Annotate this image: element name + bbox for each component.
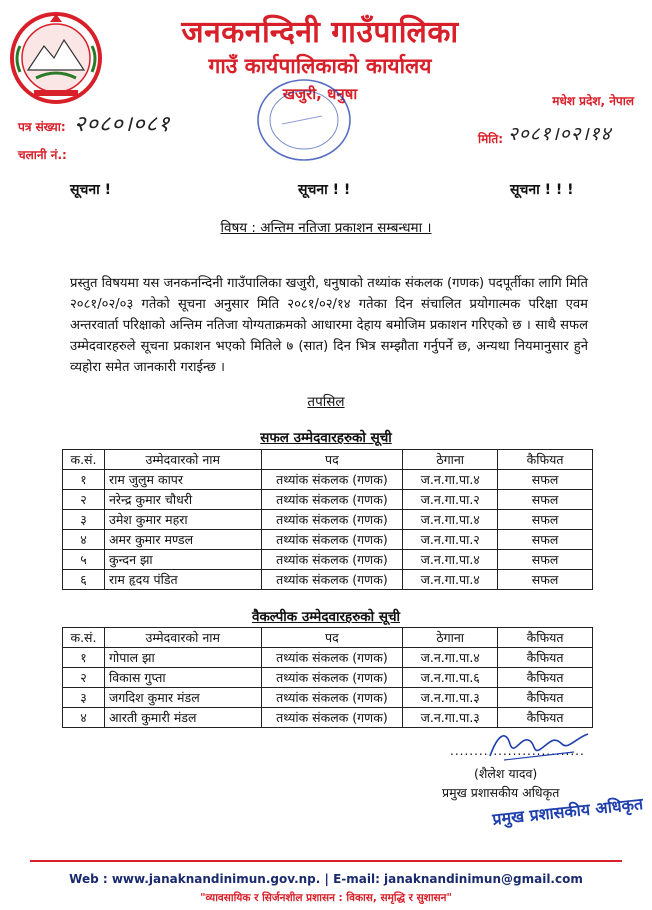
table-row <box>63 570 593 590</box>
header-remarks: कैफियत <box>498 450 593 470</box>
header-name: उम्मेदवारको नाम <box>104 450 261 470</box>
footer-divider <box>30 860 622 862</box>
cell-post: तथ्यांक संकलक (गणक) <box>261 470 403 490</box>
cell-remarks: सफल <box>498 490 593 510</box>
subject-text: विषय : अन्तिम नतिजा प्रकाशन सम्बन्धमा । <box>220 220 432 236</box>
cell-remarks: सफल <box>498 470 593 490</box>
successful-list-title: सफल उम्मेदवारहरुको सूची <box>260 430 392 446</box>
table-row <box>63 490 593 510</box>
cell-address: ज.न.गा.पा.४ <box>403 648 498 668</box>
header-serial: क.सं. <box>63 450 105 470</box>
signatory-name: (शैलेश यादव) <box>474 766 538 781</box>
cell-post: तथ्यांक संकलक (गणक) <box>261 668 403 688</box>
table-row <box>63 668 593 688</box>
alternate-list-title: वैकल्पीक उम्मेदवारहरुको सूची <box>251 609 401 625</box>
chalani-number-label: चलानी नं.: <box>18 148 67 162</box>
notice-heading-3: सूचना ! ! ! <box>510 182 574 198</box>
signature-line: ............................ <box>450 744 585 758</box>
cell-name: आरती कुमारी मंडल <box>104 708 261 728</box>
cell-remarks: सफल <box>498 550 593 570</box>
cell-name: अमर कुमार मण्डल <box>104 530 261 550</box>
tapasil-heading: तपसिल <box>307 394 345 410</box>
cell-name: नरेन्द्र कुमार चौधरी <box>104 490 261 510</box>
handwritten-signature-icon <box>484 726 594 766</box>
cell-address: ज.न.गा.पा.२ <box>403 530 498 550</box>
footer-motto: "व्यावसायिक र सिर्जनशील प्रशासन : विकास, समृद्धि र सुशासन" <box>200 892 452 904</box>
cell-serial: २ <box>63 668 105 688</box>
cell-serial: ६ <box>63 570 105 590</box>
cell-address: ज.न.गा.पा.४ <box>403 470 498 490</box>
cell-name: गोपाल झा <box>104 648 261 668</box>
header-remarks: कैफियत <box>498 628 593 648</box>
ref-number-value: २०८०।०८१ <box>74 112 171 137</box>
cell-name: विकास गुप्ता <box>104 668 261 688</box>
signatory-stamp: प्रमुख प्रशासकीय अधिकृत <box>491 794 644 829</box>
cell-address: ज.न.गा.पा.४ <box>403 570 498 590</box>
cell-serial: ४ <box>63 530 105 550</box>
cell-post: तथ्यांक संकलक (गणक) <box>261 530 403 550</box>
cell-remarks: सफल <box>498 570 593 590</box>
table-row <box>63 550 593 570</box>
cell-name: जगदिश कुमार मंडल <box>104 688 261 708</box>
cell-remarks: सफल <box>498 510 593 530</box>
cell-name: राम हृदय पंडित <box>104 570 261 590</box>
cell-address: ज.न.गा.पा.३ <box>403 688 498 708</box>
notice-heading-1: सूचना ! <box>70 182 112 198</box>
cell-serial: ४ <box>63 708 105 728</box>
office-subtitle: गाउँ कार्यपालिकाको कार्यालय <box>208 54 432 78</box>
header-serial: क.सं. <box>63 628 105 648</box>
cell-name: उमेश कुमार महरा <box>104 510 261 530</box>
header-address: ठेगाना <box>403 450 498 470</box>
table-row <box>63 470 593 490</box>
cell-remarks: कैफियत <box>498 668 593 688</box>
date-value: २०८१।०२।१४ <box>508 123 612 145</box>
office-place: खजुरी, धनुषा <box>282 85 358 103</box>
header-name: उम्मेदवारको नाम <box>104 628 261 648</box>
cell-address: ज.न.गा.पा.२ <box>403 490 498 510</box>
table-row <box>63 530 593 550</box>
cell-post: तथ्यांक संकलक (गणक) <box>261 708 403 728</box>
header-address: ठेगाना <box>403 628 498 648</box>
office-name: जनकनन्दिनी गाउँपालिका <box>181 15 459 50</box>
table-header-row <box>63 450 593 470</box>
cell-remarks: कैफियत <box>498 688 593 708</box>
province-label: मधेश प्रदेश, नेपाल <box>552 94 634 108</box>
cell-post: तथ्यांक संकलक (गणक) <box>261 570 403 590</box>
signatory-title: प्रमुख प्रशासकीय अधिकृत <box>442 785 560 800</box>
cell-serial: ३ <box>63 688 105 708</box>
ref-number-label: पत्र संख्या: <box>18 120 66 134</box>
header-post: पद <box>261 450 403 470</box>
alternate-candidates-table <box>62 627 593 728</box>
cell-post: तथ्यांक संकलक (गणक) <box>261 688 403 708</box>
cell-post: तथ्यांक संकलक (गणक) <box>261 510 403 530</box>
cell-remarks: कैफियत <box>498 708 593 728</box>
date-label: मिति: <box>478 132 504 146</box>
table-row <box>63 510 593 530</box>
cell-address: ज.न.गा.पा.४ <box>403 510 498 530</box>
cell-serial: १ <box>63 648 105 668</box>
cell-serial: ३ <box>63 510 105 530</box>
cell-address: ज.न.गा.पा.४ <box>403 550 498 570</box>
cell-name: कुन्दन झा <box>104 550 261 570</box>
cell-remarks: कैफियत <box>498 648 593 668</box>
table-row <box>63 708 593 728</box>
cell-address: ज.न.गा.पा.३ <box>403 708 498 728</box>
cell-post: तथ्यांक संकलक (गणक) <box>261 648 403 668</box>
successful-candidates-table <box>62 449 593 590</box>
table-row <box>63 648 593 668</box>
cell-address: ज.न.गा.पा.६ <box>403 668 498 688</box>
nepal-emblem-icon <box>6 6 106 106</box>
cell-serial: १ <box>63 470 105 490</box>
cell-post: तथ्यांक संकलक (गणक) <box>261 550 403 570</box>
notice-heading-2: सूचना ! ! <box>298 182 351 198</box>
body-paragraph: प्रस्तुत विषयमा यस जनकनन्दिनी गाउँपालिका खजुरी, धनुषाको तथ्यांक संकलक (गणक) पदपूर्तीका लागि मिति २०८१/०२/०३ गतेको सूचना अनुसार मिति २०८१/०२/१४ गतेका दिन संचालित प्रयोगात्मक परिक्षा एवम अन्तरवार्ता परिक्षाको अन्तिम नतिजा योग्यताक्रमको आधारमा देहाय बमोजिम प्रकाशन गरिएको छ । साथै सफल उम्मेदवारहरुले सूचना प्रकाशन भएको मितिले ७ (सात) दिन भित्र सम्झौता गर्नुपर्ने छ, अन्यथा नियमानुसार हुने व्यहोरा समेत जानकारी गराईन्छ । <box>70 276 588 375</box>
footer-contact: Web : www.janaknandinimun.gov.np. | E-mail: janaknandinimun@gmail.com <box>69 872 583 886</box>
cell-serial: ५ <box>63 550 105 570</box>
table-header-row <box>63 628 593 648</box>
table-row <box>63 688 593 708</box>
cell-remarks: सफल <box>498 530 593 550</box>
subject-line <box>0 218 652 236</box>
office-stamp-icon <box>252 72 356 168</box>
cell-serial: २ <box>63 490 105 510</box>
cell-name: राम जुलुम कापर <box>104 470 261 490</box>
header-post: पद <box>261 628 403 648</box>
cell-post: तथ्यांक संकलक (गणक) <box>261 490 403 510</box>
